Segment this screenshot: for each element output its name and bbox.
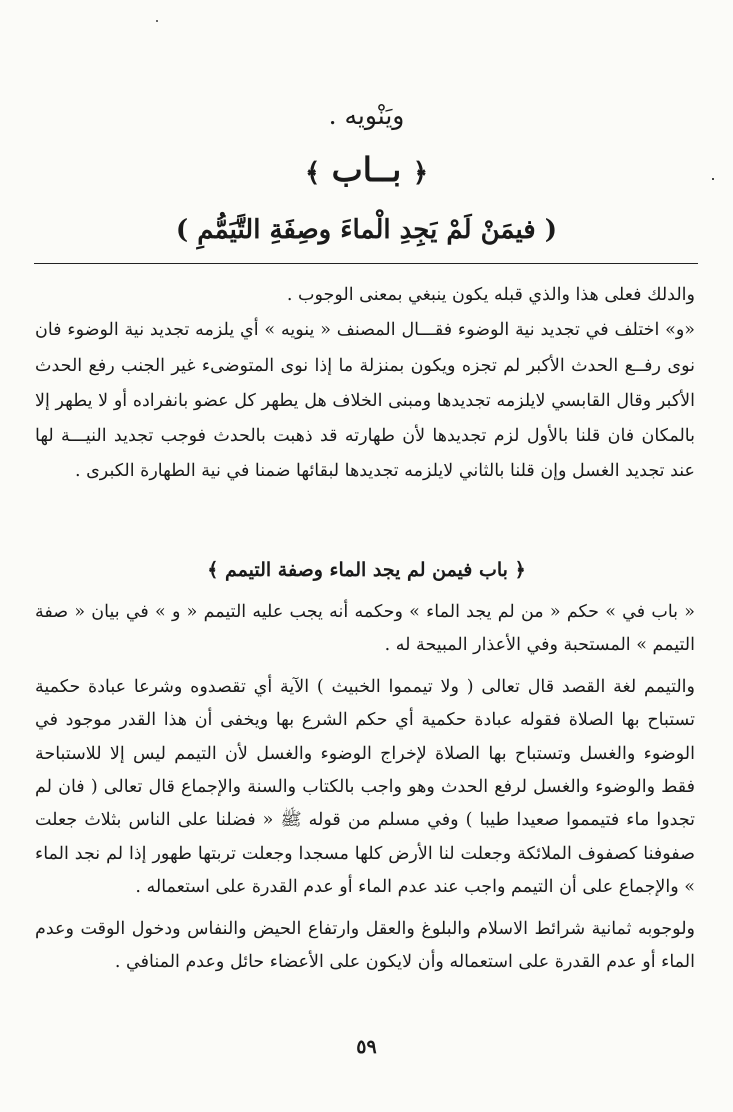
- commentary-bottom: [35, 596, 695, 987]
- scan-speck: [156, 20, 158, 22]
- paragraph: والتيمم لغة القصد قال تعالى ( ولا تيمموا الخبيث ) الآية أي تقصدوه وشرعا عبادة حكمية تستباح بها الصلاة فقوله عبادة حكمية أي حكم الشرع بها ويخفى أن هذا القدر موجود في الوضوء والغسل وتستباح بها الصلاة لإخراج الوضوء والغسل لأن التيمم ليس إلا للاستباحة فقط والوضوء والغسل لرفع الحدث وهو واجب بالكتاب والسنة والإجماع قال تعالى ( فان لم تجدوا ماء فتيمموا صعيدا طيبا ) وفي مسلم من قوله ﷺ « فضلنا على الناس بثلاث جعلت صفوفنا كصفوف الملائكة وجعلت لنا الأرض كلها مسجدا وجعلت تربتها طهور إذا لم نجد الماء » والإجماع على أن التيمم واجب عند عدم الماء أو عدم القدرة على استعماله .: [35, 676, 695, 898]
- paragraph: والدلك فعلى هذا والذي قبله يكون ينبغي بمعنى الوجوب .: [286, 285, 695, 305]
- commentary-top: [35, 278, 695, 490]
- ornament-close: ﴾: [304, 158, 321, 188]
- paragraph: ولوجوبه ثمانية شرائط الاسلام والبلوغ والعقل وارتفاع الحيض والنفاس ودخول الوقت وعدم الماء أو عدم القدرة على استعماله وأن لايكون على الأعضاء حائل وعدم المنافي .: [35, 918, 695, 973]
- chapter-subheading: ( فيمَنْ لَمْ يَجِدِ الْماءَ وصِفَةِ التَّيَمُّمِ ): [175, 215, 558, 245]
- ornament-open: ﴿: [412, 158, 429, 188]
- divider-rule: [34, 263, 698, 264]
- page-number: ٥٩: [356, 1036, 377, 1058]
- section-heading: ﴿ باب فيمن لم يجد الماء وصفة التيمم ﴾: [207, 559, 526, 581]
- paragraph: «و» اختلف في تجديد نية الوضوء فقـــال المصنف « ينويه » أي يلزمه تجديد نية الوضوء فان نوى رفــع الحدث الأكبر لم تجزه ويكون بمنزلة ما إذا نوى المتوضىء غير الجنب رفع الحدث الأكبر وقال القابسي لايلزمه تجديدها ومبنى الخلاف هل يطهر كل عضو بانفراده أو لا يطهر إلا بالمكان فان قلنا بالأول لزم تجديدها لأن طهارته قد ذهبت بالحدث فوجب تجديد النيـــة لها عند تجديد الغسل وإن قلنا بالثاني لايلزمه تجديدها لبقائها ضمنا في نية الطهارة الكبرى .: [35, 320, 695, 482]
- paragraph: « باب في » حكم « من لم يجد الماء » وحكمه أنه يجب عليه التيمم « و » في بيان « صفة التيمم » المستحبة وفي الأعذار المبيحة له .: [35, 602, 695, 656]
- chapter-heading: [0, 146, 733, 197]
- chapter-title: بــاب: [331, 150, 402, 189]
- poem-fragment: ويَنْويه .: [328, 101, 405, 130]
